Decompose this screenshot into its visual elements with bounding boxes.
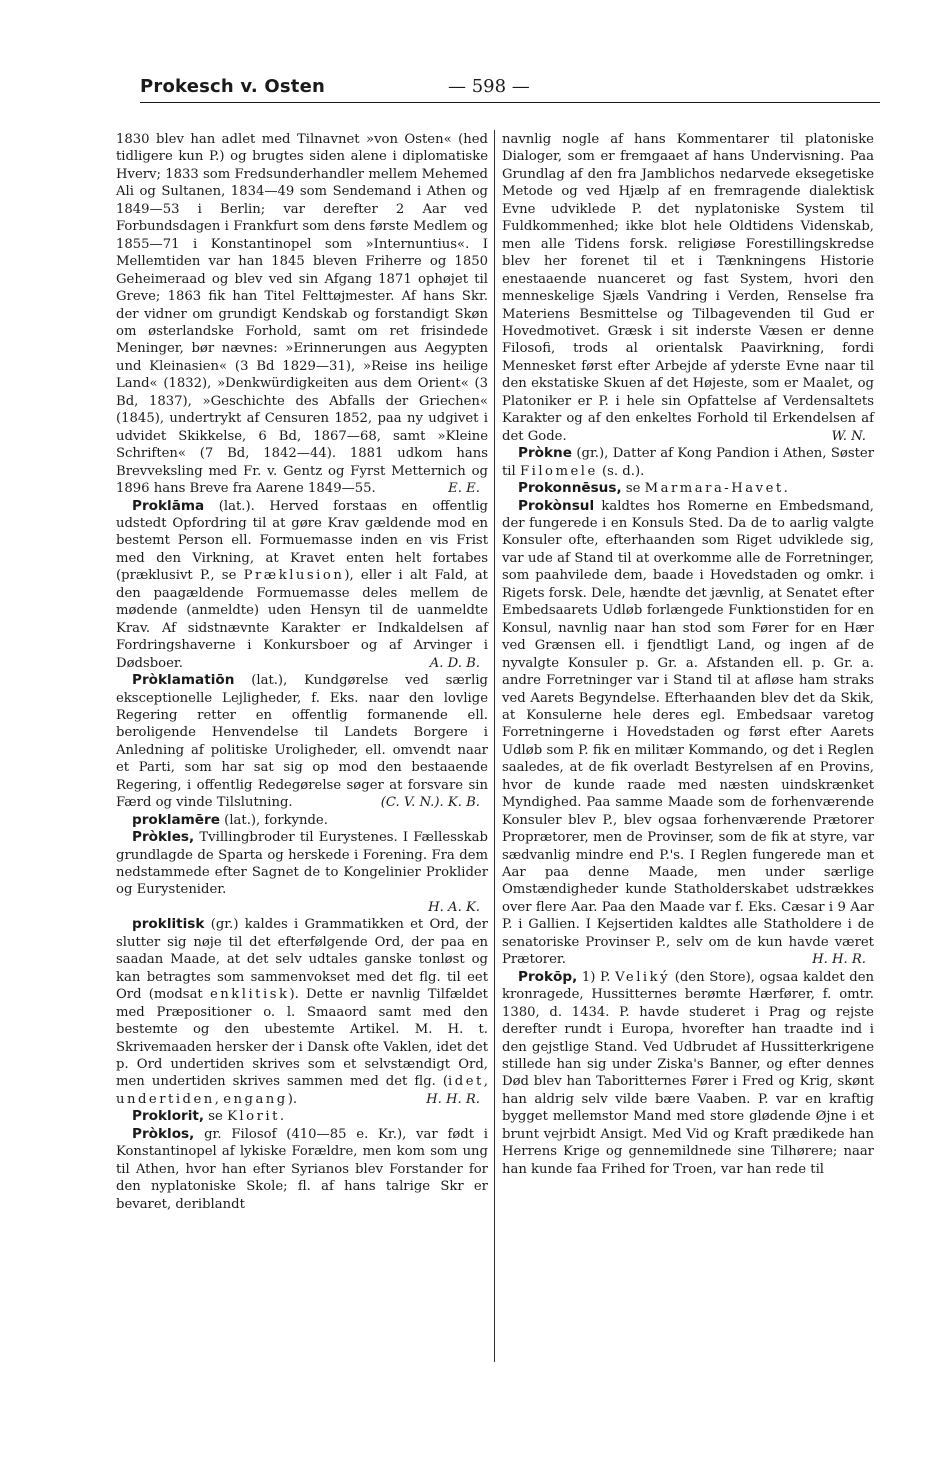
entry-prokesch-continuation xyxy=(116,131,488,498)
right-column xyxy=(502,131,874,1178)
entry-text: navnlig nogle af hans Kommentarer til platoniske Dialoger, som er fremgaaet af hans Undervisning. Paa Grundlag af den fra Jamblichos nedarvede eksegetiske Metode og ved Hjælp af en fremragende dialektisk Evne udviklede P. det nyplatoniske System til Fuldkommenhed; ikke blot hele Oldtidens Videnskab, men alle Tidens forsk. religiøse Forestillingskredse blev her forenet til et i Tænkningens Historie enestaaende nuanceret og fast System, hvori den menneskelige Sjæls Vandring i Verden, Renselse fra Materiens Besmittelse og Tilbagevenden til Gud er Hovedmotivet. Græsk i sit inderste Væsen er denne Filosofi, trods al orientalsk Paavirkning, fordi Mennesket først efter Arbejde af yderste Evne naar til den ekstatiske Skuen af det Højeste, som er Maalet, og Platoniker er P. i hele sin Opfattelse af Verdensaltets Karakter og af den enkeltes Forhold til Erkendelsen af det Gode. xyxy=(502,132,874,444)
cross-reference: Filomele xyxy=(519,463,598,479)
entry-proklamere xyxy=(116,812,488,829)
author-signature: H. A. K. xyxy=(428,899,480,915)
author-signature: (C. V. N.). K. B. xyxy=(380,795,480,811)
entry-text: 1) P. xyxy=(581,969,611,985)
left-column xyxy=(116,131,488,1213)
author-signature: H. H. R. xyxy=(812,952,866,968)
entry-headword: proklitisk xyxy=(132,916,205,933)
example-word: idet xyxy=(448,1074,484,1090)
author-signature: H. H. R. xyxy=(426,1091,480,1107)
author-signature: A. D. B. xyxy=(429,655,480,671)
entry-text: (lat.), forkynde. xyxy=(224,812,328,828)
entry-text: (den Store), ogsaa kaldet den kronragede, Hussitternes berømte Hærfører, f. omtr. 1380, d. 1434. P. havde studeret i Prag og rejste derefter rundt i Europa, hvorefter han traadte ind i den gejstlige Stand. Ved Udbrudet af Hussitterkrigene stillede han sig under Ziska's Banner, og efter dennes Død blev han Taboritternes Fører i Fred og Krig, skønt han aldrig selv vilde bære Vaaben. P. var en kraftig bygget mellemstor Mand med store glødende Øjne i et brunt vejrbidt Ansigt. Med Vid og Kraft prædikede han Herrens Krige og gennemildnede sine Tilhørere; naar han kunde faa Frihed for Troen, var han rede til xyxy=(502,969,874,1177)
entry-proklamation xyxy=(116,672,488,812)
entry-headword: Proklāma xyxy=(132,497,205,514)
entry-text: (lat.), Kundgørelse ved særlig eksceptionelle Lejligheder, f. Eks. naar den lovlige Regering retter en offentlig formanende ell. beroligende Henvendelse til Landets Borgere i Anledning af politiske Uroligheder, ell. omvendt naar et Parti, som har sat sig op mod den bestaaende Regering, i offentlig Redegørelse søger at forsvare sin Færd og vinde Tilslutning. xyxy=(116,673,488,811)
author-signature: E. E. xyxy=(448,481,480,497)
cross-reference: Præklusion xyxy=(243,568,345,584)
entry-prokne xyxy=(502,445,874,480)
entry-text: ). Dette er navnlig Tilfældet med Præpositioner o. l. Smaaord samt med den bestemte og den ubestemte Artikel. M. H. t. Skrivemaaden hersker der i Dansk ofte Vaklen, idet det p. Ord undertiden skrives som et selvstændigt Ord, men undertiden skrives sammen med det flg. ( xyxy=(116,987,488,1090)
entry-proklama xyxy=(116,498,488,673)
entry-prokles xyxy=(116,829,488,916)
entry-headword: proklamēre xyxy=(132,811,220,828)
cross-reference: enklitisk xyxy=(209,987,290,1003)
entry-proklos-continuation xyxy=(502,131,874,445)
entry-text: ), eller i alt Fald, at den paagældende Formuemasse deles mellem de mødende (anmeldte) uden Hensyn til de uanmeldte Krav. Af sidstnævnte Karakter er Indkaldelsen af Fordringshaverne i Konkursboer og af Arvinger i Dødsboer. xyxy=(116,568,488,671)
entry-headword: Prokōp, xyxy=(518,968,578,985)
entry-text: kaldtes hos Romerne en Embedsmand, der fungerede i en Konsuls Sted. Da de to aarlig valgte Konsuler ofte, efterhaanden som Riget udviklede sig, var ude af Stand til at overkomme alle de Forretninger, som paahvilede dem, baade i Hovedstaden og omkr. i Rigets forsk. Dele, hændte det jævnlig, at Senatet efter Embedsaarets Udløb forlængede Funktionstiden for en Konsul, navnlig naar han stod som Fører for en Hær ved Grænsen ell. i fjendtligt Land, og ingen af de nyvalgte Konsuler p. Gr. a. Afstanden ell. p. Gr. a. andre Forretninger var i Stand til at afløse ham straks ved Aarets Begyndelse. Efterhaanden blev det da Skik, at Konsulerne hele deres egl. Embedsaar varetog Forretningerne i Hovedstaden og først efter Aarets Udløb som P. fik en militær Kommando, og det i Reglen saaledes, at de fik overladt Bestyrelsen af en Provins, hvor de kunde raade med næsten uindskrænket Myndighed. Paa samme Maade som de forhenværende Konsuler blev P., blev ogsaa forhenværende Prætorer Proprætorer, men de Provinser, som de fik at styre, var sædvanlig mindre end P.'s. I Reglen fungerede man et Aar paa denne Maade, men under særlige Omstændigheder kunde Statholderskabet udstrækkes over flere Aar. Paa den Maade var f. Eks. Cæsar i 9 Aar P. i Gallien. I Kejsertiden kaldtes alle Statholdere i de senatoriske Provinser P., selv om de kun havde været Prætorer. xyxy=(502,498,874,968)
entry-text: (s. d.). xyxy=(602,463,645,479)
entry-text: , xyxy=(214,1091,219,1107)
entry-text: (gr.) kaldes i Grammatikken et Ord, der slutter sig nøje til det efterfølgende Ord, der paa en saadan Maade, at det selv udtales ganske tonløst og kan betragtes som sammenvokset med det flg. til eet Ord (modsat xyxy=(116,917,488,1003)
header-rule xyxy=(140,102,880,103)
entry-headword: Proklorit, xyxy=(132,1108,205,1125)
cross-reference: Veliký xyxy=(615,969,671,985)
entry-text: (lat.). Herved forstaas en offentlig udstedt Opfordring til at gøre Krav gældende mod en bestemt Person ell. Formuemasse inden en vis Frist med den Virkning, at Kravet enten helt fortabes (præklusivt P., se xyxy=(116,498,488,584)
page-header xyxy=(140,74,880,106)
entry-text: se xyxy=(208,1109,223,1125)
entry-text: Tvillingbroder til Eurystenes. I Fællesskab grundlagde de Sparta og herskede i Forening. Fra dem nedstammede efter Sagnet de to Kongelinier Proklider og Eurystenider. xyxy=(116,830,488,898)
entry-headword: Prokonnēsus, xyxy=(518,480,622,497)
entry-headword: Pròklamatiōn xyxy=(132,672,235,689)
entry-text: gr. Filosof (410—85 e. Kr.), var født i Konstantinopel af lykiske Forældre, men kom som ung til Athen, hvor han efter Syrianos blev Forstander for den nyplatoniske Skole; fl. af hans talrige Skr er bevaret, deriblandt xyxy=(116,1126,488,1212)
page-number: — 598 — xyxy=(448,76,530,97)
entry-proklos xyxy=(116,1126,488,1213)
entry-prokonsul xyxy=(502,498,874,969)
entry-proklorit xyxy=(116,1108,488,1125)
entry-prokonnesus xyxy=(502,480,874,497)
running-head: Prokesch v. Osten xyxy=(140,76,326,97)
entry-text: se xyxy=(625,481,641,497)
entry-text: ). xyxy=(287,1091,298,1107)
entry-proklitisk xyxy=(116,916,488,1108)
entry-headword: Pròklos, xyxy=(132,1125,195,1142)
cross-reference: Marmara-Havet. xyxy=(644,481,791,497)
entry-headword: Pròkles, xyxy=(132,829,195,846)
author-signature: W. N. xyxy=(831,428,866,444)
example-word: undertiden xyxy=(116,1091,215,1107)
entry-headword: Prokònsul xyxy=(518,497,595,514)
entry-prokop xyxy=(502,969,874,1178)
entry-headword: Pròkne xyxy=(518,445,572,462)
column-divider xyxy=(494,130,495,1362)
entry-text: (gr.), Datter af Kong Pandion i Athen, Søster til xyxy=(502,446,874,479)
cross-reference: Klorit. xyxy=(227,1109,287,1125)
entry-text: 1830 blev han adlet med Tilnavnet »von Osten« (hed tidligere kun P.) og brugtes siden alene i diplomatiske Hverv; 1833 som Fredsunderhandler mellem Mehemed Ali og Sultanen, 1834—49 som Sendemand i Athen og 1849—53 i Berlin; var derefter 2 Aar ved Forbundsdagen i Frankfurt som dens første Medlem og 1855—71 i Konstantinopel som »Internuntius«. I Mellemtiden var han 1845 bleven Friherre og 1850 Geheimeraad og blev ved sin Afgang 1871 ophøjet til Greve; 1863 fik han Titel Felttøjmester. Af hans Skr. der vidner om grundigt Kendskab og forstandigt Skøn om østerlandske Forhold, samt om ret frisindede Meninger, bør nævnes: »Erinnerungen aus Aegypten und Kleinasien« (3 Bd 1829—31), »Reise ins heilige Land« (1832), »Denkwürdigkeiten aus dem Orient« (3 Bd, 1837), »Geschichte des Abfalls der Griechen« (1845), undertrykt af Censuren 1852, paa ny udgivet i udvidet Skikkelse, 6 Bd, 1867—68, samt »Kleine Schriften« (7 Bd, 1842—44). 1881 udkom hans Brevveksling med Fr. v. Gentz og Fyrst Metternich og 1896 hans Breve fra Aarene 1849—55. xyxy=(116,132,488,497)
entry-text: , xyxy=(483,1074,488,1090)
example-word: engang xyxy=(223,1091,288,1107)
